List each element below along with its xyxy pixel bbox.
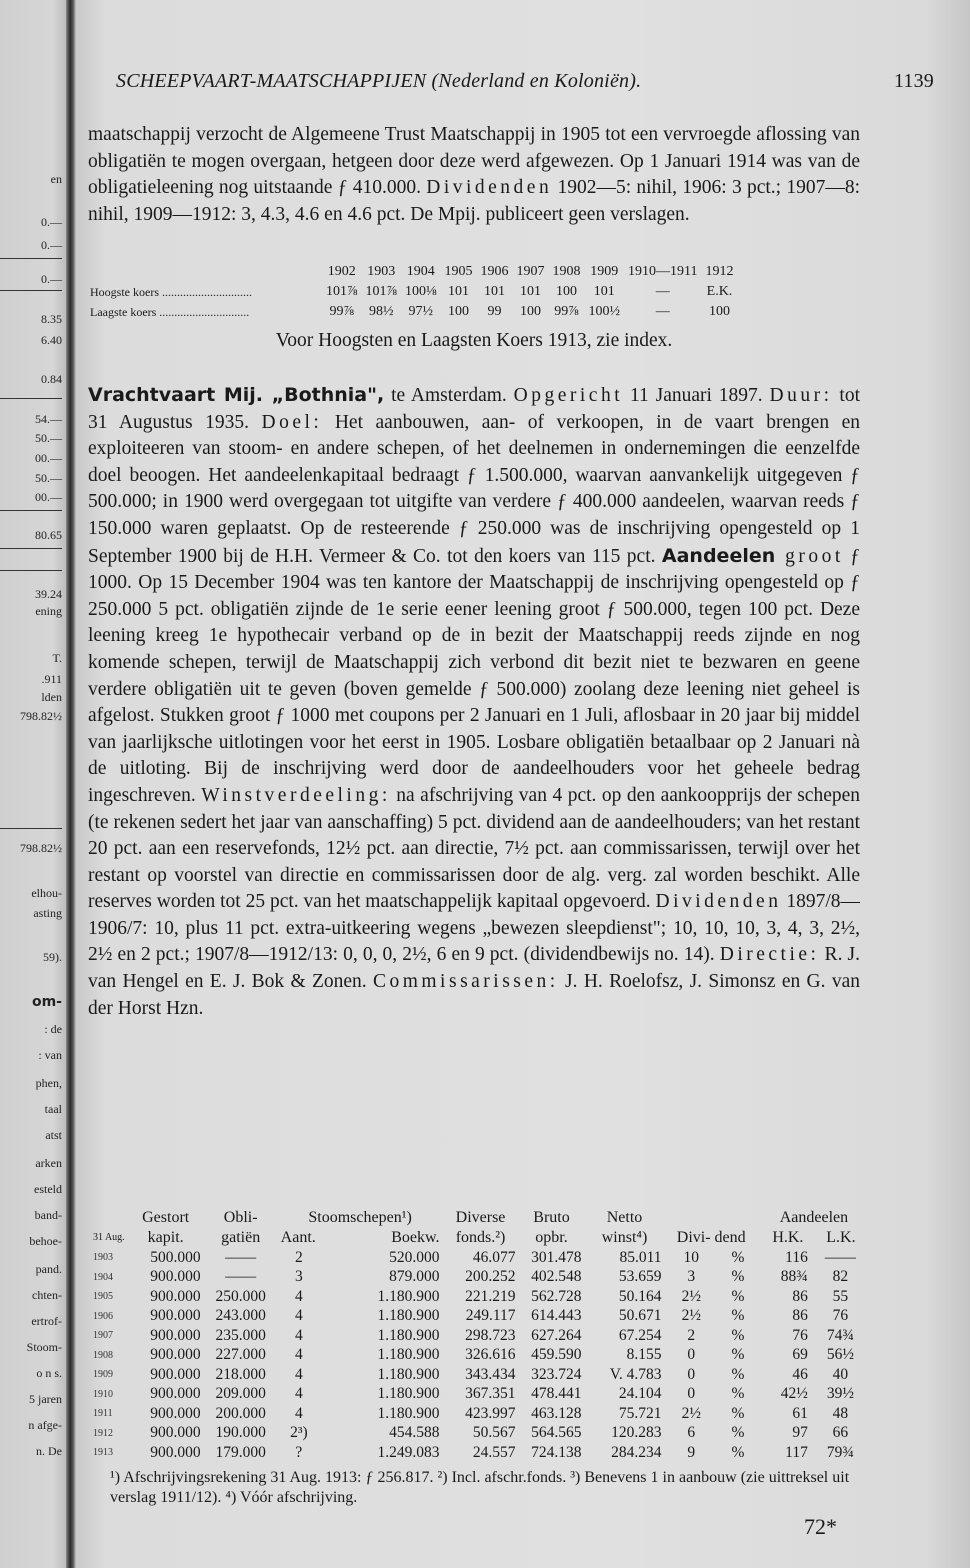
value-cell: 101⅞	[365, 284, 397, 299]
prev-page-fragment: 54.—	[35, 412, 62, 426]
prev-page-fragment: T.	[52, 651, 62, 665]
koers-laagste-row	[86, 302, 737, 322]
value-cell: 100	[556, 284, 577, 299]
prev-page-fragment: 00.—	[35, 490, 62, 504]
header-hk: H.K.	[772, 1229, 804, 1246]
cell-year: 1904	[93, 1271, 113, 1283]
koers-table	[86, 262, 866, 322]
prev-page-fragment: 50.—	[35, 471, 62, 485]
cell-aant: 4	[295, 1404, 303, 1422]
table-header-row	[90, 1208, 870, 1248]
value-cell: 101	[520, 284, 541, 299]
paragraph-text: maatschappij verzocht de Algemeene Trust Maatschappij in 1905 tot een vervroegde aflossing van obligatiën te mogen overgaan, hetgeen door deze werd afgewezen. Op 1 Januari 1914 was van de obligatieleening nog uitstaande ƒ 410.000.	[88, 124, 860, 199]
header-aandeelen	[758, 1208, 870, 1248]
groot-label: groot	[775, 545, 844, 567]
table-row	[90, 1326, 870, 1346]
paragraph-text: Het aanbouwen, aan- of verkoopen, in de vaart brengen en exploiteeren van stoom- en andere schepen, of het deelnemen in ondernemingen die eenzelfde doel beoogen. Het aandeelenkapitaal bedraagt ƒ 1.500.000, waarvan aanvankelijk uitgegeven ƒ 500.000; in 1900 werd overgegaan tot uitgifte van verdere ƒ 400.000 aandeelen, waarvan reeds ƒ 150.000 waren geplaatst. Op de resteerende ƒ 250.000 was de inschrijving opengesteld op 1 September 1900 bij de H.H. Vermeer & Co. tot den koers van 115 pct.	[88, 411, 860, 567]
cell-gestort: 900.000	[150, 1346, 201, 1364]
paragraph-text: J. H. Roelofsz, J. Simonsz en G. van der Horst Hzn.	[88, 971, 860, 1019]
cell-oblig: 227.000	[215, 1346, 266, 1364]
cell-oblig: 200.000	[215, 1404, 266, 1422]
cell-lk: ——	[824, 1248, 856, 1266]
cell-aant: 4	[295, 1365, 303, 1383]
cell-lk: 82	[832, 1268, 849, 1286]
cell-pct: %	[731, 1268, 745, 1286]
cell-gestort: 900.000	[150, 1365, 201, 1383]
header-lk: L.K.	[826, 1229, 856, 1246]
cell-pct: %	[731, 1287, 745, 1305]
cell-hk: 86	[792, 1307, 808, 1325]
cell-hk: 88¾	[780, 1268, 808, 1286]
dividenden-label: Dividenden	[426, 177, 553, 199]
value-cell: 100½	[588, 304, 620, 319]
cell-netto: 120.283	[611, 1424, 662, 1442]
prev-page-fragment: 80.65	[35, 528, 62, 542]
book-page	[76, 0, 970, 1568]
year-cell: 1905	[444, 264, 473, 279]
header-obligatien: Obli- gatiën	[221, 1209, 261, 1246]
cell-gestort: 900.000	[150, 1424, 201, 1442]
cell-hk: 61	[792, 1404, 808, 1422]
cell-diverse: 249.117	[465, 1307, 516, 1325]
cell-boekw: 454.588	[389, 1424, 440, 1442]
prev-page-fragment: phen,	[35, 1076, 62, 1090]
cell-boekw: 520.000	[389, 1248, 440, 1266]
cell-diverse: 298.723	[465, 1326, 516, 1344]
cell-oblig: 209.000	[215, 1385, 266, 1403]
cell-boekw: 1.180.900	[377, 1385, 440, 1403]
table-row	[90, 1268, 870, 1288]
cell-pct: %	[731, 1404, 745, 1422]
cell-year: 1910	[93, 1388, 113, 1400]
year-cell: 1904	[406, 264, 435, 279]
prev-page-fragment: n afge-	[28, 1418, 62, 1432]
cell-netto: 75.721	[618, 1404, 662, 1422]
prev-page-fragment: ertrof-	[31, 1314, 62, 1328]
cell-div: 9	[687, 1443, 696, 1461]
cell-hk: 97	[792, 1424, 808, 1442]
prev-page-fragment: 0.84	[41, 372, 62, 386]
cell-diverse: 221.219	[465, 1287, 516, 1305]
cell-hk: 116	[785, 1248, 808, 1266]
cell-bruto: 564.565	[531, 1424, 582, 1442]
value-cell: 99	[487, 304, 502, 319]
prev-page-fragment: taal	[44, 1102, 62, 1116]
cell-pct: %	[731, 1385, 745, 1403]
cell-aant: 4	[295, 1287, 303, 1305]
paragraph-text: 11 Januari 1897.	[623, 385, 770, 406]
cell-aant: 4	[295, 1307, 303, 1325]
cell-lk: 48	[832, 1404, 849, 1422]
prev-page-fragment: 798.82½	[20, 709, 62, 723]
cell-gestort: 900.000	[150, 1404, 201, 1422]
value-cell: 101	[448, 284, 469, 299]
cell-oblig: 179.000	[215, 1443, 266, 1461]
cell-boekw: 879.000	[389, 1268, 440, 1286]
cell-hk: 46	[792, 1365, 808, 1383]
value-cell: 98½	[369, 304, 394, 319]
prev-page-fragment: om-	[31, 994, 62, 1010]
cell-netto: 85.011	[619, 1248, 662, 1266]
prev-page-fragment: asting	[33, 906, 62, 920]
value-cell: —	[655, 284, 670, 299]
table-row	[90, 1346, 870, 1366]
table-row	[90, 1385, 870, 1405]
year-cell: 1906	[480, 264, 509, 279]
cell-aant: 2	[295, 1248, 303, 1266]
prev-page-fragment: chten-	[32, 1288, 62, 1302]
doel-label: Doel:	[261, 411, 323, 433]
cell-diverse: 367.351	[465, 1385, 516, 1403]
cell-boekw: 1.180.900	[377, 1307, 440, 1325]
prev-page-fragment: pand.	[35, 1262, 62, 1276]
prev-page-fragment: o n s.	[36, 1366, 62, 1380]
table-row	[90, 1287, 870, 1307]
cell-gestort: 900.000	[150, 1307, 201, 1325]
cell-bruto: 402.548	[531, 1268, 582, 1286]
cell-bruto: 724.138	[531, 1443, 582, 1461]
cell-div: 2½	[681, 1404, 701, 1422]
header-aandeelen-label: Aandeelen	[779, 1209, 849, 1226]
paragraph-text: 1902—5: nihil, 1906: 3 pct.; 1907—8: nihil, 1909—1912: 3, 4.3, 4.6 en 4.6 pct. De Mpij. publiceert geen verslagen.	[88, 177, 861, 225]
header-dividend: Divi- dend	[676, 1229, 746, 1246]
cell-pct: %	[731, 1443, 745, 1461]
cell-hk: 69	[792, 1346, 808, 1364]
cell-aant: ?	[295, 1443, 303, 1461]
cell-gestort: 900.000	[150, 1326, 201, 1344]
footnote-text: ¹) Afschrijvingsrekening 31 Aug. 1913: ƒ 256.817. ²) Incl. afschr.fonds. ³) Benevens 1 in aanbouw (zie uittreksel uit verslag 1911/12). ⁴) Vóór afschrijving.	[110, 1469, 850, 1506]
prev-page-fragment: en	[50, 172, 62, 186]
cell-year: 1913	[93, 1447, 113, 1459]
cell-diverse: 326.616	[465, 1346, 516, 1364]
cell-gestort: 500.000	[150, 1248, 201, 1266]
cell-hk: 76	[792, 1326, 808, 1344]
cell-div: 3	[687, 1268, 696, 1286]
value-cell: 100	[520, 304, 541, 319]
cell-year: 1906	[93, 1310, 113, 1322]
cell-boekw: 1.180.900	[377, 1365, 440, 1383]
year-cell: 1902	[327, 264, 356, 279]
year-cell: 1903	[367, 264, 396, 279]
paragraph-text: ƒ 1000. Op 15 December 1904 was ten kantore der Maatschappij de inschrijving opengesteld op ƒ 250.000 5 pct. obligatiën zijnde de 1e serie eener leening groot ƒ 500.000, tegen 100 pct. Deze leening kreeg 1e hypothecair verband op de in bezit der Maatschappij reeds zijnde en nog komende schepen, terwijl de Maatschappij zich verbond dit bezit niet te bezwaren en geene verdere obligatiën uit te geven (boven gemelde ƒ 500.000) zoolang deze leening niet geheel is afgelost. Stukken groot ƒ 1000 met coupons per 2 Januari en 1 Juli, aflosbaar in 20 jaar bij middel van jaarlijksche uitlotingen voor het eerst in 1905. Losbare obligatiën betaalbaar op 2 Januari nà de uitloting. Bij de inschrijving werd door de aandeelhouders voor het geheele bedrag ingeschreven.	[88, 545, 861, 806]
cell-lk: 66	[832, 1424, 849, 1442]
prev-page-fragment: atst	[45, 1128, 62, 1142]
cell-diverse: 200.252	[465, 1268, 516, 1286]
company-location: te Amsterdam.	[384, 385, 514, 406]
duur-label: Duur:	[769, 385, 833, 406]
prev-page-fragment: 0.—	[41, 215, 62, 229]
prev-page-fragment: 00.—	[35, 451, 62, 465]
table-row	[90, 1404, 870, 1424]
prev-page-fragment: : van	[38, 1048, 62, 1062]
value-cell: 99⅞	[554, 304, 579, 319]
cell-oblig: 243.000	[215, 1307, 266, 1325]
cell-pct: %	[731, 1248, 745, 1266]
running-head-title: SCHEEPVAART-MAATSCHAPPIJEN (Nederland en Koloniën).	[116, 70, 642, 92]
cell-bruto: 614.443	[531, 1307, 582, 1325]
cell-div: 6	[687, 1424, 696, 1442]
cell-oblig: 250.000	[215, 1287, 266, 1305]
cell-pct: %	[731, 1326, 745, 1344]
footnotes	[110, 1468, 870, 1508]
cell-netto: 53.659	[618, 1268, 662, 1286]
koers-years-row	[86, 262, 737, 282]
cell-diverse: 46.077	[472, 1248, 516, 1266]
prev-page-rule	[0, 570, 62, 571]
cell-year: 1903	[93, 1252, 113, 1264]
cell-oblig: 218.000	[215, 1365, 266, 1383]
cell-netto: 8.155	[626, 1346, 662, 1364]
directie-label: Directie:	[719, 944, 820, 966]
cell-hk: 117	[785, 1443, 808, 1461]
header-stoomschepen	[278, 1208, 443, 1248]
value-cell: 101⅞	[326, 284, 358, 299]
koers-hoogste-row	[86, 282, 737, 302]
year-cell: 1909	[590, 264, 619, 279]
cell-gestort: 900.000	[150, 1443, 201, 1461]
cell-bruto: 463.128	[531, 1404, 582, 1422]
cell-netto: 24.104	[618, 1385, 662, 1403]
value-cell: 97½	[408, 304, 433, 319]
prev-page-rule	[0, 290, 62, 291]
cell-lk: 40	[832, 1365, 849, 1383]
cell-oblig: 235.000	[215, 1326, 266, 1344]
cell-div: 10	[683, 1248, 700, 1266]
prev-page-fragment: esteld	[34, 1182, 62, 1196]
cell-div: 2½	[681, 1287, 701, 1305]
cell-pct: %	[731, 1307, 745, 1325]
commissarissen-label: Commissarissen:	[372, 971, 559, 993]
cell-div: 2½	[681, 1307, 701, 1325]
paragraph-text: na afschrijving van 4 pct. op den aankoopprijs der schepen (te rekenen sedert het jaar van aanschaffing) 5 pct. dividend aan de aandeelhouders; van het restant 20 pct. aan een reservefonds, 12½ pct. aan directie, 7½ pct. aan commissarissen, terwijl over het restant op voorstel van directie en commissarissen door de alg. verg. zal worden beschikt. Alle reserves worden tot 25 pct. van het maatschappelijk kapitaal opgevoerd.	[88, 784, 860, 913]
cell-gestort: 900.000	[150, 1268, 201, 1286]
cell-bruto: 459.590	[531, 1346, 582, 1364]
cell-oblig: ——	[225, 1268, 257, 1286]
cell-diverse: 343.434	[465, 1365, 516, 1383]
cell-lk: 74¾	[826, 1326, 854, 1344]
cell-bruto: 562.728	[531, 1287, 582, 1305]
header-bruto: Bruto opbr.	[533, 1209, 570, 1246]
value-cell: 100	[708, 304, 730, 319]
cell-div: 0	[687, 1385, 696, 1403]
table-row	[90, 1307, 870, 1327]
cell-aant: 2³)	[290, 1424, 308, 1442]
table-row	[90, 1443, 870, 1463]
cell-div: 2	[687, 1326, 696, 1344]
prev-page-fragment: 50.—	[35, 431, 62, 445]
header-stoomschepen-label: Stoomschepen¹)	[308, 1209, 412, 1226]
cell-bruto: 323.724	[531, 1365, 582, 1383]
cell-aant: 4	[295, 1385, 303, 1403]
header-aant: Aant.	[280, 1229, 316, 1246]
header-gestort: Gestort kapit.	[142, 1209, 190, 1246]
cell-div: 0	[687, 1346, 696, 1364]
prev-page-fragment: Stoom-	[26, 1340, 62, 1354]
cell-lk: 76	[832, 1307, 849, 1325]
year-cell: 1912	[705, 264, 734, 279]
value-cell: 101	[484, 284, 505, 299]
section-bothnia	[88, 382, 860, 1022]
cell-lk: 79¾	[826, 1443, 854, 1461]
cell-year: 1908	[93, 1349, 113, 1361]
paragraph-text: tot 31 Augustus 1935.	[88, 385, 860, 433]
value-cell: 99⅞	[329, 304, 354, 319]
header-netto: Netto winst⁴)	[601, 1209, 648, 1246]
header-boekw: Boekw.	[391, 1229, 440, 1246]
prev-page-fragment: elhou-	[31, 886, 62, 900]
prev-page-rule	[0, 398, 62, 399]
cell-lk: 56½	[826, 1346, 854, 1364]
header-diverse: Diverse fonds.²)	[455, 1209, 506, 1246]
value-cell: 101	[593, 284, 615, 299]
winstverdeeling-label: Winstverdeeling:	[201, 784, 391, 806]
cell-oblig: ——	[225, 1248, 257, 1266]
prev-page-fragment: lden	[41, 690, 62, 704]
cell-oblig: 190.000	[215, 1424, 266, 1442]
cell-year: 1905	[93, 1291, 113, 1303]
cell-year: 1907	[93, 1330, 113, 1342]
prev-page-rule	[0, 258, 62, 259]
book-gutter	[66, 0, 76, 1568]
row-label: Laagste koers ..............................	[90, 304, 250, 319]
value-cell: 100⅛	[405, 284, 437, 299]
table-row	[90, 1424, 870, 1444]
prev-page-fragment: .911	[41, 672, 62, 686]
prev-page-fragment: 39.24	[35, 587, 62, 601]
cell-netto: 50.671	[618, 1307, 662, 1325]
prev-page-fragment: 0.—	[41, 238, 62, 252]
cell-lk: 55	[832, 1287, 849, 1305]
cell-bruto: 478.441	[531, 1385, 582, 1403]
prev-page-fragment: 8.35	[41, 312, 62, 326]
year-cell: 1908	[552, 264, 581, 279]
paragraph-text: R. J. van Hengel en E. J. Bok & Zonen.	[88, 944, 860, 993]
cell-netto: 284.234	[611, 1443, 662, 1461]
value-cell: —	[655, 304, 670, 319]
cell-boekw: 1.180.900	[377, 1404, 440, 1422]
cell-boekw: 1.180.900	[377, 1326, 440, 1344]
prev-page-fragment: 59).	[43, 950, 62, 964]
dividenden-label: Dividenden	[655, 891, 782, 913]
cell-year: 1909	[93, 1369, 113, 1381]
cell-aant: 4	[295, 1346, 303, 1364]
prev-page-rule	[0, 548, 62, 549]
prev-page-fragment: 0.—	[41, 272, 62, 286]
cell-gestort: 900.000	[150, 1287, 201, 1305]
opgericht-label: Opgericht	[513, 385, 624, 406]
cell-pct: %	[731, 1346, 745, 1364]
cell-bruto: 627.264	[531, 1326, 582, 1344]
cell-bruto: 301.478	[531, 1248, 582, 1266]
cell-netto: 50.164	[618, 1287, 662, 1305]
paragraph-text: 1897/8—1906/7: 10, plus 11 pct. extra-uitkeering wegens „bewezen sleepdienst"; 10, 10, 10, 3, 4, 3, 2½, 2½ en 2 pct.; 1907/8—1912/13: 0, 0, 0, 2½, 6 en 9 pct. (dividendbewijs no. 14).	[88, 891, 861, 966]
table-row	[90, 1365, 870, 1385]
prev-page-fragment: band-	[34, 1208, 62, 1222]
prev-page-fragment: 5 jaren	[29, 1392, 62, 1406]
prev-page-fragment: behoe-	[29, 1234, 62, 1248]
cell-hk: 86	[792, 1287, 808, 1305]
page-number: 1139	[893, 70, 934, 92]
cell-gestort: 900.000	[150, 1385, 201, 1403]
cell-lk: 39½	[826, 1385, 854, 1403]
cell-diverse: 50.567	[472, 1424, 516, 1442]
cell-boekw: 1.180.900	[377, 1346, 440, 1364]
prev-page-fragment: n. De	[36, 1444, 62, 1458]
table-row	[90, 1248, 870, 1268]
cell-year: 1912	[93, 1427, 113, 1439]
row-label: Hoogste koers ..............................	[90, 284, 252, 299]
koers-note	[88, 328, 860, 355]
cell-diverse: 423.997	[465, 1404, 516, 1422]
cell-div: 0	[687, 1365, 696, 1383]
cell-pct: %	[731, 1424, 745, 1442]
prev-page-fragment: ening	[35, 604, 62, 618]
prev-page-fragment: arken	[35, 1156, 62, 1170]
cell-year: 1911	[93, 1408, 113, 1420]
cell-aant: 3	[295, 1268, 303, 1286]
prev-page-fragment: 798.82½	[20, 841, 62, 855]
financial-table	[90, 1208, 870, 1463]
cell-netto: 67.254	[618, 1326, 662, 1344]
prev-page-rule	[0, 828, 62, 829]
cell-hk: 42½	[780, 1385, 808, 1403]
signature-mark: 72*	[804, 1514, 837, 1539]
cell-boekw: 1.249.083	[377, 1443, 440, 1461]
year-cell: 1910—1911	[628, 264, 698, 279]
prev-page-fragment: : de	[44, 1022, 62, 1036]
company-name: Vrachtvaart Mij. „Bothnia",	[88, 384, 385, 406]
previous-page-edge	[0, 0, 66, 1568]
header-year: 31 Aug.	[93, 1232, 125, 1243]
running-head	[116, 70, 946, 93]
cell-boekw: 1.180.900	[377, 1287, 440, 1305]
value-cell: E.K.	[706, 284, 733, 299]
koers-note-text: Voor Hoogsten en Laagsten Koers 1913, zie index.	[275, 330, 673, 351]
prev-page-fragment: 6.40	[41, 333, 62, 347]
aandeelen-label: Aandeelen	[661, 544, 776, 567]
section-previous-company	[88, 122, 860, 228]
cell-pct: %	[731, 1365, 745, 1383]
cell-diverse: 24.557	[472, 1443, 516, 1461]
year-cell: 1907	[516, 264, 545, 279]
prev-page-rule	[0, 510, 62, 511]
cell-netto: V. 4.783	[609, 1365, 662, 1383]
value-cell: 100	[448, 304, 469, 319]
cell-aant: 4	[295, 1326, 303, 1344]
